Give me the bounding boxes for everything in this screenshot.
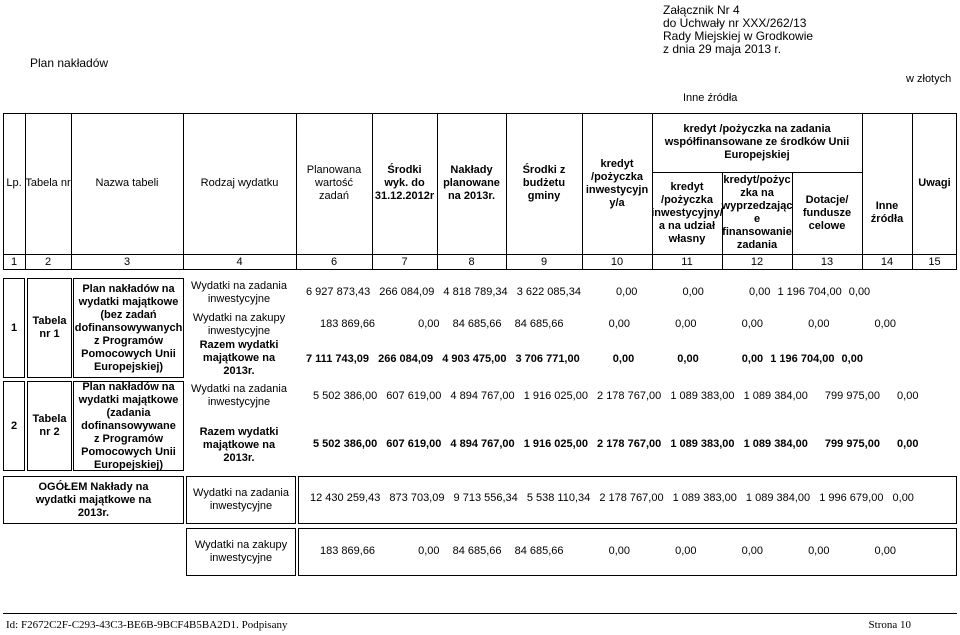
- value-cell: 1 089 384,00: [745, 492, 811, 504]
- value-cell: 1 996 679,00: [819, 492, 884, 504]
- row2-lp: 2: [10, 419, 18, 432]
- value-cell: 1 196 704,00: [770, 353, 835, 365]
- value-cell: 0,00: [808, 545, 830, 557]
- value-cell: 1 089 383,00: [670, 438, 735, 450]
- col-number: 13: [820, 256, 834, 268]
- row2-tabela: Tabela nr 2: [32, 413, 67, 438]
- header-srodki-budzet: Środki z budżetu gminy: [522, 164, 566, 202]
- value-cell: 0,00: [608, 545, 631, 557]
- value-cell: 2 178 767,00: [597, 390, 662, 402]
- value-cell: 7 111 743,09: [306, 353, 370, 365]
- page-title: Plan nakładów: [30, 56, 109, 70]
- value-cell: 0,00: [682, 286, 704, 298]
- annex-line: Załącznik Nr 4: [663, 3, 740, 17]
- value-cell: 799 975,00: [824, 390, 880, 402]
- row1-lp: 1: [10, 321, 18, 334]
- header-wspolfinansowane: kredyt /pożyczka na zadania współfinansowane ze środków Unii Europejskiej: [664, 123, 850, 161]
- row1-rodzaj-a: Wydatki na zadania inwestycyjne: [191, 280, 287, 305]
- total-label: OGÓŁEM Nakłady na wydatki majątkowe na 2013r.: [35, 480, 152, 519]
- value-cell: 3 622 085,34: [516, 286, 581, 298]
- row1-nazwa: Plan nakładów na wydatki majątkowe (bez zadań dofinansowywanych z Programów Pomocowych Unii Europejskiej): [74, 282, 183, 373]
- row2-values-a: [313, 390, 918, 402]
- header-nazwa: Nazwa tabeli: [95, 177, 159, 189]
- header-uwagi: Uwagi: [918, 177, 951, 189]
- value-cell: 0,00: [897, 390, 919, 402]
- annex-line: z dnia 29 maja 2013 r.: [663, 42, 782, 56]
- header-srodki-wyk: Środki wyk. do 31.12.2012r: [374, 164, 435, 202]
- value-cell: 0,00: [741, 545, 763, 557]
- row1-tabela: Tabela nr 1: [32, 315, 67, 340]
- col-number: 1: [10, 256, 18, 268]
- col-number: 10: [610, 256, 624, 268]
- value-cell: 266 084,09: [378, 353, 434, 365]
- value-cell: 0,00: [741, 318, 763, 330]
- value-cell: 4 894 767,00: [450, 438, 515, 450]
- value-cell: 84 685,66: [452, 545, 502, 557]
- value-cell: 1 196 704,00: [777, 286, 842, 298]
- annex-header: [663, 4, 813, 56]
- col-number: 3: [123, 256, 131, 268]
- value-cell: 3 706 771,00: [515, 353, 580, 365]
- total-rodzaj-b: Wydatki na zakupy inwestycyjne: [194, 539, 288, 564]
- value-cell: 0,00: [616, 286, 638, 298]
- other-sources-label: Inne źródła: [683, 92, 738, 104]
- header-naklady: Nakłady planowane na 2013r.: [443, 164, 500, 202]
- col-number: 12: [750, 256, 764, 268]
- header-inne: Inne źródła: [870, 200, 904, 225]
- value-cell: 183 869,66: [320, 545, 376, 557]
- row1-values-b: [320, 318, 896, 330]
- value-cell: 266 084,09: [379, 286, 435, 298]
- col-number: 14: [880, 256, 894, 268]
- value-cell: 607 619,00: [386, 438, 442, 450]
- value-cell: 5 538 110,34: [526, 492, 591, 504]
- value-cell: 0,00: [897, 438, 919, 450]
- row2-rodzaj-a: Wydatki na zadania inwestycyjne: [191, 383, 287, 408]
- value-cell: 0,00: [675, 318, 697, 330]
- value-cell: 0,00: [841, 353, 863, 365]
- row1-rodzaj-c: Razem wydatki majątkowe na 2013r.: [199, 338, 279, 377]
- value-cell: 4 894 767,00: [450, 390, 515, 402]
- col-number: 8: [468, 256, 475, 268]
- annex-line: Rady Miejskiej w Grodkowie: [663, 29, 814, 43]
- value-cell: 84 685,66: [452, 318, 502, 330]
- value-cell: 1 916 025,00: [523, 390, 588, 402]
- value-cell: 0,00: [418, 545, 440, 557]
- value-cell: 0,00: [418, 318, 440, 330]
- total-values-a: [310, 492, 914, 504]
- header-lp: Lp.: [6, 177, 22, 189]
- value-cell: 6 927 873,43: [306, 286, 371, 298]
- value-cell: 4 818 789,34: [443, 286, 508, 298]
- value-cell: 0,00: [874, 545, 896, 557]
- row2-rodzaj-c: Razem wydatki majątkowe na 2013r.: [199, 425, 279, 464]
- page-number: Strona 10: [868, 619, 911, 631]
- value-cell: 84 685,66: [514, 318, 564, 330]
- value-cell: 0,00: [892, 492, 914, 504]
- value-cell: 1 089 383,00: [672, 492, 737, 504]
- value-cell: 0,00: [675, 545, 697, 557]
- currency-unit: w złotych: [906, 73, 952, 85]
- value-cell: 2 178 767,00: [599, 492, 664, 504]
- col-number: 2: [44, 256, 52, 268]
- value-cell: 2 178 767,00: [597, 438, 662, 450]
- total-values-b: [320, 545, 896, 557]
- value-cell: 0,00: [748, 286, 771, 298]
- value-cell: 5 502 386,00: [313, 390, 378, 402]
- row1-rodzaj-b: Wydatki na zakupy inwestycyjne: [192, 312, 286, 337]
- value-cell: 873 703,09: [389, 492, 445, 504]
- value-cell: 84 685,66: [514, 545, 564, 557]
- value-cell: 0,00: [741, 353, 764, 365]
- header-tabela: Tabela nr: [25, 177, 71, 189]
- header-dotacje: Dotacje/ fundusze celowe: [802, 193, 852, 232]
- header-kredyt-udzial: kredyt /pożyczka inwestycyjny/ a na udział własny: [651, 180, 723, 245]
- header-kredyt-wyprzedzajace: kredyt/pożyc zka na wyprzedzając e finansowanie zadania: [721, 174, 793, 251]
- value-cell: 1 916 025,00: [523, 438, 588, 450]
- value-cell: 0,00: [808, 318, 830, 330]
- header-planowana: Planowana wartość zadań: [306, 164, 362, 202]
- value-cell: 1 089 384,00: [743, 390, 808, 402]
- row2-nazwa: Plan nakładów na wydatki majątkowe (zadania dofinansowywane z Programów Pomocowych Unii Europejskiej): [78, 380, 179, 471]
- row1-values-a: [306, 286, 870, 298]
- value-cell: 5 502 386,00: [313, 438, 378, 450]
- value-cell: 4 903 475,00: [442, 353, 507, 365]
- value-cell: 183 869,66: [320, 318, 376, 330]
- page-footer: [6, 619, 911, 631]
- value-cell: 0,00: [677, 353, 699, 365]
- value-cell: 607 619,00: [386, 390, 442, 402]
- document-id: Id: F2672C2F-C293-43C3-BE6B-9BCF4B5BA2D1. Podpisany: [6, 619, 288, 631]
- value-cell: 1 089 383,00: [670, 390, 735, 402]
- annex-line: do Uchwały nr XXX/262/13: [663, 16, 807, 30]
- value-cell: 0,00: [612, 353, 635, 365]
- value-cell: 12 430 259,43: [310, 492, 381, 504]
- col-number: 9: [540, 256, 548, 268]
- value-cell: 0,00: [608, 318, 631, 330]
- col-number: 15: [928, 256, 941, 268]
- col-number: 4: [236, 256, 243, 268]
- value-cell: 0,00: [848, 286, 871, 298]
- value-cell: 799 975,00: [824, 438, 880, 450]
- value-cell: 0,00: [874, 318, 896, 330]
- value-cell: 9 713 556,34: [453, 492, 518, 504]
- value-cell: 1 089 384,00: [743, 438, 808, 450]
- header-rodzaj: Rodzaj wydatku: [200, 177, 279, 189]
- col-number: 6: [330, 256, 338, 268]
- row2-values-c: [313, 438, 918, 450]
- row1-values-c: [306, 353, 863, 365]
- header-kredyt: kredyt /pożyczka inwestycyjn y/a: [585, 157, 649, 209]
- col-number: 11: [681, 256, 693, 268]
- total-rodzaj-a: Wydatki na zadania inwestycyjne: [193, 487, 289, 512]
- footer-divider: [3, 613, 957, 614]
- col-number: 7: [401, 256, 408, 268]
